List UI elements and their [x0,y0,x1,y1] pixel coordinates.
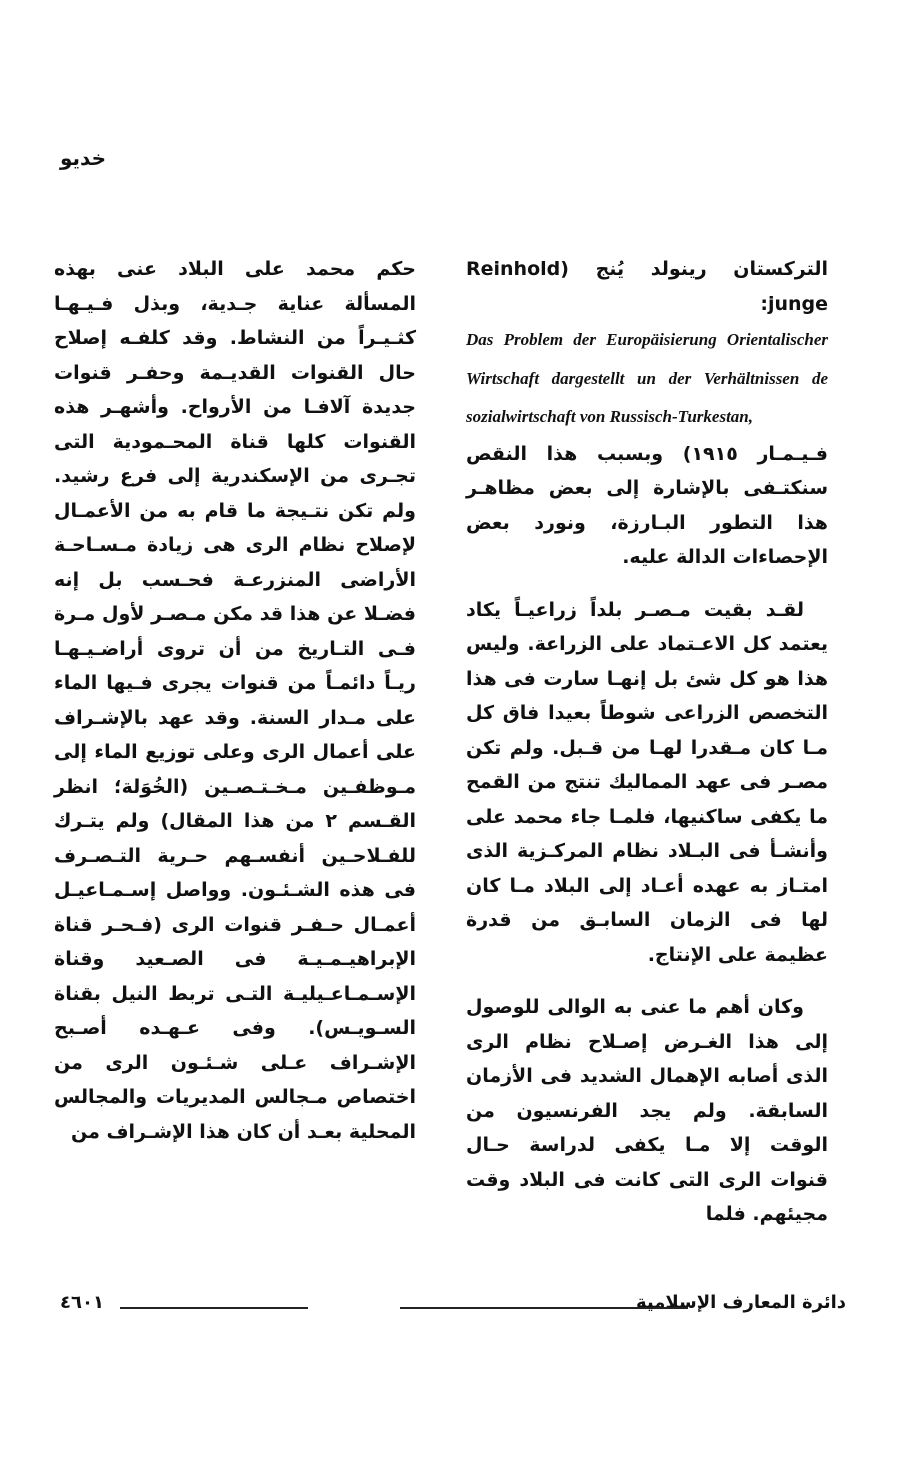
right-p1-line1: التركستان رينولد يُنج (Reinhold junge: [466,258,828,315]
left-column [54,252,416,1149]
footer-publication-title: دائرة المعارف الإسلامية [635,1292,846,1313]
footer-rule-left [120,1307,308,1309]
footer-rule-right [400,1307,688,1309]
page-footer [54,1292,846,1322]
page-number: ٤٦٠١ [60,1292,104,1313]
german-citation: Das Problem der Europäisierung Orientalischer Wirtschaft dargestellt un der Verhältnissen de sozialwirtschaft von Russisch-Turkestan, [466,330,828,426]
right-paragraph-1 [466,252,828,575]
right-paragraph-3: وكان أهم ما عنى به الوالى للوصول إلى هذا الغـرض إصـلاح نظام الرى الذى أصابه الإهمال الشديد فى الأزمان السابقة. ولم يجد الفرنسيون من الوقت إلا مـا يكفى لدراسة حـال قنوات الرى التى كانت فى البلاد وقت مجيئهم. فلما [466,996,828,1225]
right-p1-rest: فـيـمـار ١٩١٥) وبسبب هذا النقص سنكتـفى بالإشارة إلى بعض مظاهـر هذا التطور البـارزة، ونورد بعض الإحصاءات الدالة عليه. [466,442,828,568]
right-paragraph-2: لقـد بقيت مـصـر بلداً زراعيـاً يكاد يعتمد كل الاعـتماد على الزراعة. وليس هذا هو كل شئ بل إنهـا سارت فى هذا التخصص الزراعى شوطاً بعيدا فاق كل مـا كان مـقدرا لهـا من قـبل. ولم تكن مصـر فى عهد المماليك تنتج من القمح ما يكفى ساكنيها، فلمـا جاء محمد على وأنشـأ فى البـلاد نظام المركـزية الذى امتـاز به عهده أعـاد إلى البلاد مـا كان لها فى الزمان السابـق من قدرة عظيمة على الإنتاج. [466,598,828,966]
right-column [466,252,828,1232]
left-paragraph-1: حكم محمد على البلاد عنى بهذه المسألة عناية جـدية، وبذل فـيـهـا كثـيـراً من النشاط. وقد كلفـه إصلاح حال القنوات القديـمة وحفـر قنوات جديدة آلافـا من الأرواح. وأشهـر هذه القنوات كلها قناة المحـمودية التى تجـرى من الإسكندرية إلى فرع رشيد. ولم تكن نتـيجة ما قام به من الأعمـال لإصلاح نظام الرى هى زيادة مـسـاحـة الأراضى المنزرعـة فحـسب بل إنه فضـلا عن هذا قد مكن مـصـر لأول مـرة فـى التـاريخ من أن تروى أراضـيـهـا ريـاً دائمـاً من قنوات يجرى فـيها الماء على مـدار السنة. وقد عهد بالإشـراف على أعمال الرى وعلى توزيع الماء إلى مـوظفـين مـخـتـصـين (الخُوَلة؛ انظر القـسم ٢ من هذا المقال) ولم يتـرك للفـلاحـين أنفسـهم حـرية التـصـرف فى هذه الشـئـون. وواصل إسـمـاعيـل أعمـال حـفـر قنوات الرى (فـحـر قناة الإبراهيـمـيـة فى الصـعيد وقناة الإسـمـاعـيليـة التـى تربط النيل بقناة السـويـس). وفى عـهـده أصـبح الإشـراف عـلى شـئـون الرى من اختصاص مـجالس المديريات والمجالس المحلية بعـد أن كان هذا الإشـراف من [54,258,416,1143]
running-head: خديو [60,146,107,170]
